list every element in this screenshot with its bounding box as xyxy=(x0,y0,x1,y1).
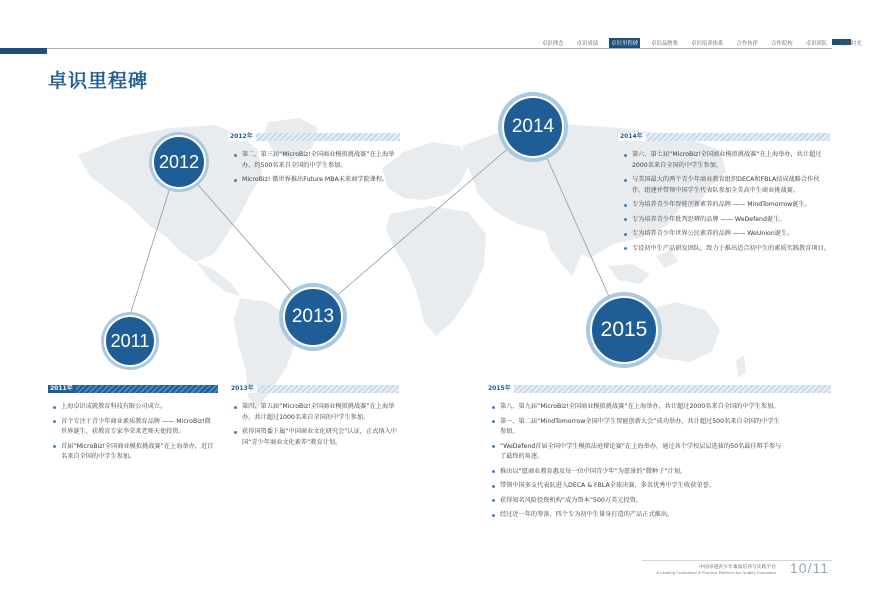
list-item: 专为培养青少年批判思辨的品牌 —— WeDefend诞生。 xyxy=(623,215,831,226)
list-item: 专为培养青少年世界公民素养的品牌 —— WeUnion诞生。 xyxy=(623,229,831,240)
nav-item-schools[interactable]: 合作院校 xyxy=(771,41,793,47)
section-tag-2014-label: 2014年 xyxy=(618,133,646,141)
section-tag-2013-label: 2013年 xyxy=(229,385,257,393)
list-item: 经过近一年的筹备，四个专为初中生量身打造的产品正式推出。 xyxy=(491,510,783,521)
section-tag-2012-label: 2012年 xyxy=(228,133,256,141)
list-item: 专设初中生产品研发团队，致力于推出适合初中生的素质实践教育项目。 xyxy=(623,244,831,255)
footer-tagline-cn: 中国卓越青少年素质培养与实践平台 xyxy=(699,565,776,570)
nav-item-moments[interactable]: 精彩时光 xyxy=(840,41,862,47)
list-item: “WeDefend首届全国中学生模拟法庭辩论赛”在上海举办，通过各个学校层层选拔的50名最佳辩手参与了最终的角逐。 xyxy=(491,442,783,463)
nav-item-achievements[interactable]: 卓识成绩 xyxy=(576,41,599,47)
nav-item-milestones[interactable]: 卓识里程碑 xyxy=(609,38,640,48)
year-circle-2013 xyxy=(279,283,347,351)
list-item: 首届“MicroBiz!全国商业模拟挑战赛”在上海举办，近百名来自全国的中学生参加。 xyxy=(52,442,217,463)
section-tag-2014 xyxy=(618,133,830,141)
section-list-2012 xyxy=(233,150,403,190)
map-africa xyxy=(386,206,486,336)
page-title: 卓识里程碑 xyxy=(48,70,149,92)
section-tag-2012 xyxy=(228,133,400,141)
year-circle-2011 xyxy=(101,312,159,370)
map-central-america xyxy=(196,262,240,296)
top-nav xyxy=(540,38,864,48)
list-item: 第六、第七届“MicroBiz!全国商业模拟挑战赛”在上海举办，共计超过2000名来自全国的中学生参加。 xyxy=(623,150,831,171)
nav-item-brands[interactable]: 卓识品牌集 xyxy=(651,41,679,47)
list-item: 专为培养青少年智能创新素养的品牌 —— MindTomorrow诞生。 xyxy=(623,200,831,211)
list-item: 第四、第五届“MicroBiz!全国商业模拟挑战赛”在上海举办，共计超过1000名来自全国的中学生参加。 xyxy=(233,402,401,423)
nav-item-partners[interactable]: 合作伙伴 xyxy=(736,41,759,47)
list-item: 第二、第三届“MicroBiz!全国商业模拟挑战赛”在上海举办，约500名来自全国的中学生参加。 xyxy=(233,150,403,171)
list-item: 第一、第二届“MindTomorrow全国中学生智能创新大会”成功举办，共计超过500名来自全国的中学生参加。 xyxy=(491,417,783,438)
top-accent-bar xyxy=(0,48,47,54)
list-item: 第八、第九届“MicroBiz!全国商业模拟挑战赛”在上海举办，共计超过2000名来自全国的中学生参加。 xyxy=(491,402,783,413)
year-label-2015: 2015 xyxy=(600,318,648,341)
footer-tagline-en: A Leading Cultivation & Practice Platform for Quality Education xyxy=(656,570,776,575)
year-circle-2012 xyxy=(149,132,209,192)
section-tag-2015 xyxy=(486,385,831,393)
year-label-2011: 2011 xyxy=(110,330,150,351)
year-circle-2015 xyxy=(586,292,662,368)
section-list-2013 xyxy=(233,402,401,452)
list-item: 上海卓识成就教育科技有限公司成立。 xyxy=(52,402,217,413)
list-item: 推出以“愿商业教育惠及每一位中国青少年”为愿景的“微种子”计划。 xyxy=(491,467,783,478)
section-tag-2011 xyxy=(48,385,218,393)
section-list-2011 xyxy=(52,402,217,467)
year-label-2013: 2013 xyxy=(291,306,335,327)
section-list-2015 xyxy=(491,402,783,525)
year-circle-2014 xyxy=(498,92,568,162)
map-new-zealand xyxy=(736,356,746,378)
section-list-2014 xyxy=(623,150,831,258)
list-item: MicroBiz! 微世界推出Future MBA未来商学院课程。 xyxy=(233,175,403,186)
top-rule xyxy=(47,48,832,49)
list-item: 获得知名风险投资机构“成为资本”500万美元投资。 xyxy=(491,496,783,507)
page-number: 10/11 xyxy=(790,560,829,576)
nav-item-training-system[interactable]: 卓识培养体系 xyxy=(691,41,724,47)
section-tag-2011-label: 2011年 xyxy=(48,385,76,393)
section-tag-2015-label: 2015年 xyxy=(486,385,514,393)
list-item: 首个专注于青少年商业素质教育品牌 —— MicroBiz!微世界诞生，获教育专家李荣来老师天使投资。 xyxy=(52,417,217,438)
list-item: 带领中国多支代表队进入DECA & FBLA全球决赛，多名优秀中学生收获荣誉。 xyxy=(491,481,783,492)
year-label-2014: 2014 xyxy=(511,116,555,137)
list-item: 获得国资委下属“中国商业文化研究会”认证，正式纳入中国“青少年商业文化素养”教育计划。 xyxy=(233,427,401,448)
section-tag-2013 xyxy=(229,385,399,393)
nav-item-philosophy[interactable]: 卓识理念 xyxy=(542,41,564,47)
year-label-2012: 2012 xyxy=(158,151,200,172)
nav-item-team[interactable]: 卓识团队 xyxy=(805,41,828,47)
list-item: 与美国最大的两个青少年商业教育组织DECA和FBLA结成战略合作伙伴，组建并带领中国学生代表队参加全美高中生商业挑战赛。 xyxy=(623,175,831,196)
